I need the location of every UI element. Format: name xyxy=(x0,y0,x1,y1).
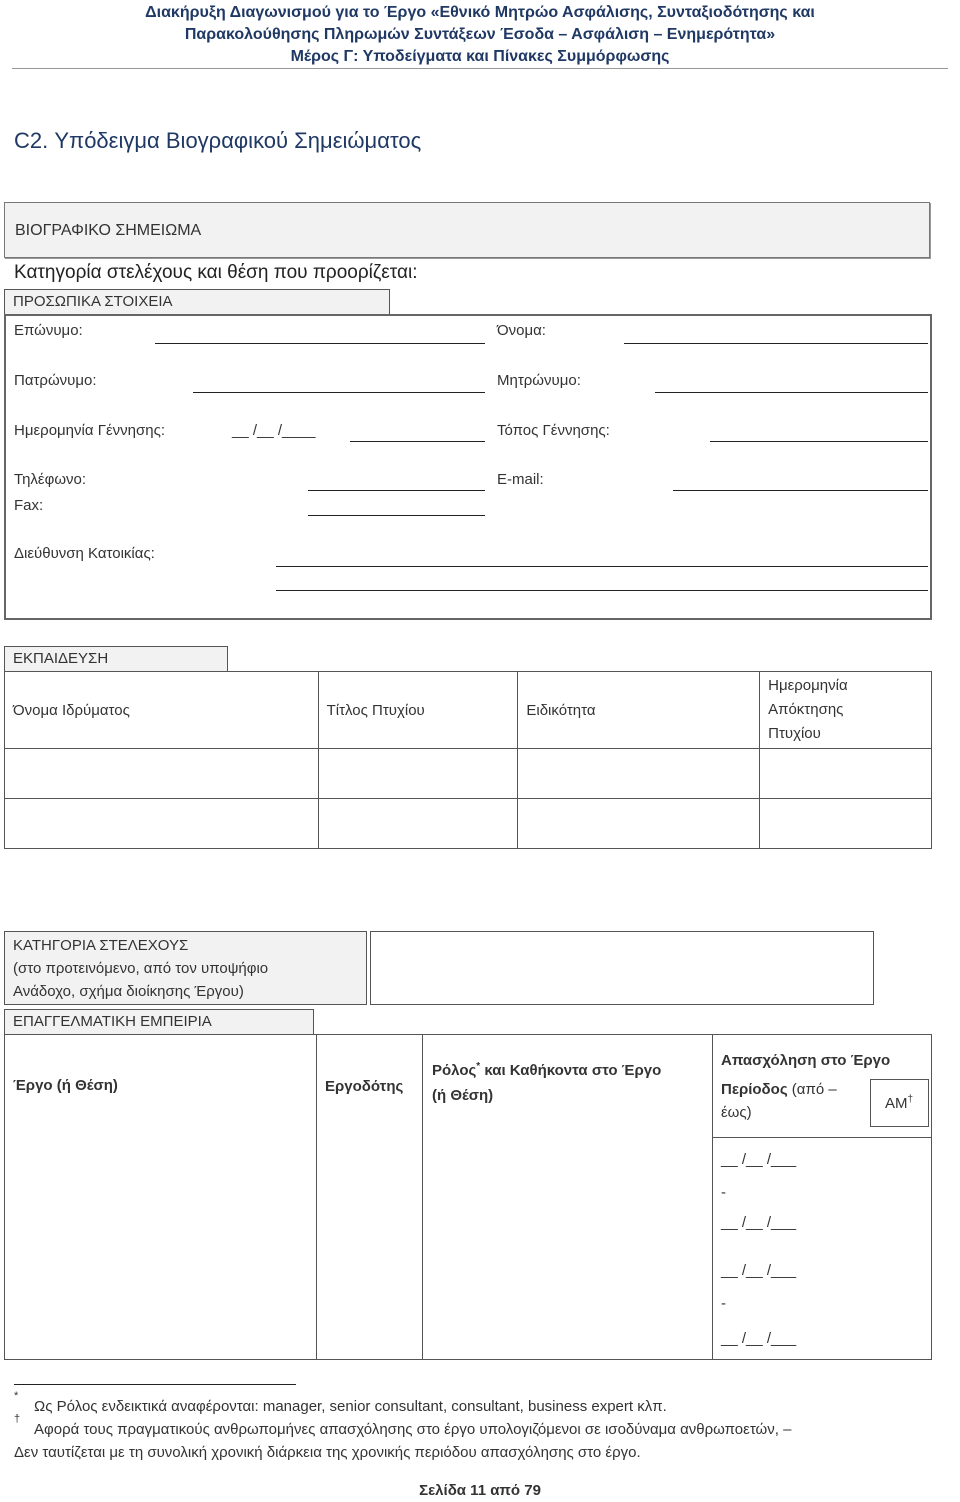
period-from-1[interactable]: __ /__ /___ xyxy=(721,1151,797,1168)
table-row xyxy=(5,749,932,799)
personal-tab xyxy=(4,289,390,315)
period-label xyxy=(721,1081,837,1098)
header-rule xyxy=(12,68,948,69)
experience-col-divider xyxy=(316,1034,317,1360)
staff-category-value[interactable] xyxy=(370,931,874,1005)
period-dash-1: - xyxy=(721,1184,726,1201)
education-col-date xyxy=(760,672,932,749)
period-rest: (από – xyxy=(791,1081,837,1098)
surname-label: Επώνυμο: xyxy=(14,322,83,339)
table-cell[interactable] xyxy=(318,749,518,799)
category-heading: Κατηγορία στελέχους και θέση που προορίζεται: xyxy=(14,262,418,283)
name-label: Όνομα: xyxy=(497,322,546,339)
footnote-rule xyxy=(14,1384,296,1385)
doc-header-line2: Παρακολούθησης Πληρωμών Συντάξεων Έσοδα – Ασφάλιση – Ενημερότητα» xyxy=(184,26,776,43)
address-field-line1[interactable] xyxy=(276,566,928,567)
education-col-degree: Τίτλος Πτυχίου xyxy=(318,672,518,749)
address-field-line2[interactable] xyxy=(276,590,928,591)
education-col-date-l1: Ημερομηνία xyxy=(768,677,848,694)
email-label: E-mail: xyxy=(497,471,544,488)
am-box xyxy=(870,1079,929,1127)
father-name-label: Πατρώνυμο: xyxy=(14,372,97,389)
footnote-1: Ως Ρόλος ενδεικτικά αναφέρονται: manager, senior consultant, consultant, business expert κλπ. xyxy=(34,1398,667,1415)
birthplace-field[interactable] xyxy=(710,441,928,442)
table-row xyxy=(5,799,932,849)
footnote-2-mark: † xyxy=(14,1413,21,1425)
staff-category-l3: Ανάδοχο, σχήμα διοίκησης Έργου) xyxy=(13,983,244,1000)
personal-tab-label: ΠΡΟΣΩΠΙΚΑ ΣΤΟΙΧΕΙΑ xyxy=(13,293,173,310)
section-title: C2. Υπόδειγμα Βιογραφικού Σημειώματος xyxy=(14,128,422,153)
experience-col-employment: Απασχόληση στο Έργο xyxy=(721,1052,891,1069)
phone-label: Τηλέφωνο: xyxy=(14,471,87,488)
role-label: Ρόλος xyxy=(432,1062,477,1079)
education-header-row xyxy=(5,672,932,749)
role-label-rest: και Καθήκοντα στο Έργο xyxy=(484,1062,662,1079)
staff-category-box xyxy=(4,931,367,1005)
experience-row-divider xyxy=(712,1137,932,1138)
education-col-date-l3: Πτυχίου xyxy=(768,725,821,742)
experience-col-divider xyxy=(712,1034,713,1360)
email-field[interactable] xyxy=(673,490,928,491)
education-table xyxy=(4,671,932,849)
experience-col-role-l2: (ή Θέση) xyxy=(432,1087,494,1104)
education-col-date-l2: Απόκτησης xyxy=(768,701,844,718)
mother-name-field[interactable] xyxy=(655,392,928,393)
period-bold: Περίοδος xyxy=(721,1081,788,1098)
footnote-2-line1: Αφορά τους πραγματικούς ανθρωπομήνες απασχόλησης στο έργο υπολογιζόμενοι σε ισοδύναμα ανθρωποετών, – xyxy=(34,1421,792,1438)
phone-field[interactable] xyxy=(308,490,485,491)
birthplace-label: Τόπος Γέννησης: xyxy=(497,422,610,439)
period-to-2[interactable]: __ /__ /___ xyxy=(721,1330,797,1347)
table-cell[interactable] xyxy=(5,749,319,799)
cv-title: ΒΙΟΓΡΑΦΙΚΟ ΣΗΜΕΙΩΜΑ xyxy=(15,222,202,239)
experience-tab-label: ΕΠΑΓΓΕΛΜΑΤΙΚΗ ΕΜΠΕΙΡΙΑ xyxy=(13,1013,212,1030)
doc-header-line3: Μέρος Γ: Υποδείγματα και Πίνακες Συμμόρφωσης xyxy=(290,48,670,65)
table-cell[interactable] xyxy=(5,799,319,849)
table-cell[interactable] xyxy=(318,799,518,849)
am-footnote-mark: † xyxy=(907,1094,914,1105)
period-dash-2: - xyxy=(721,1295,726,1312)
surname-field[interactable] xyxy=(155,343,485,344)
experience-col-role xyxy=(432,1061,661,1079)
am-text: ΑΜ xyxy=(885,1095,908,1112)
fax-field[interactable] xyxy=(308,515,485,516)
education-tab-label: ΕΚΠΑΙΔΕΥΣΗ xyxy=(13,650,109,667)
education-col-specialty: Ειδικότητα xyxy=(518,672,760,749)
mother-name-label: Μητρώνυμο: xyxy=(497,372,581,389)
experience-col-divider xyxy=(422,1034,423,1360)
address-label: Διεύθυνση Κατοικίας: xyxy=(14,545,155,562)
doc-header-line1: Διακήρυξη Διαγωνισμού για το Έργο «Εθνικό Μητρώο Ασφάλισης, Συνταξιοδότησης και xyxy=(145,4,815,21)
table-cell[interactable] xyxy=(760,749,932,799)
birthdate-underline xyxy=(350,441,485,442)
experience-tab xyxy=(4,1009,314,1035)
staff-category-l2: (στο προτεινόμενο, από τον υποψήφιο xyxy=(13,960,269,977)
am-label xyxy=(885,1094,913,1112)
experience-col-project: Έργο (ή Θέση) xyxy=(13,1077,118,1094)
table-cell[interactable] xyxy=(518,799,760,849)
table-cell[interactable] xyxy=(760,799,932,849)
personal-data-box xyxy=(4,314,932,620)
page-number: Σελίδα 11 από 79 xyxy=(419,1482,541,1499)
birthdate-field[interactable]: __ /__ /____ xyxy=(232,422,316,439)
education-tab xyxy=(4,646,228,672)
staff-category-l1: ΚΑΤΗΓΟΡΙΑ ΣΤΕΛΕΧΟΥΣ xyxy=(13,937,189,954)
period-to-1[interactable]: __ /__ /___ xyxy=(721,1214,797,1231)
role-footnote-mark: * xyxy=(476,1061,481,1072)
education-col-institution: Όνομα Ιδρύματος xyxy=(5,672,319,749)
experience-col-employer: Εργοδότης xyxy=(325,1078,404,1095)
fax-label: Fax: xyxy=(14,497,44,514)
footnote-2-line2: Δεν ταυτίζεται με τη συνολική χρονική διάρκεια της χρονικής περιόδου απασχόλησης στο έργο. xyxy=(14,1444,641,1461)
birthdate-label: Ημερομηνία Γέννησης: xyxy=(14,422,165,439)
cv-title-box xyxy=(4,202,930,258)
name-field[interactable] xyxy=(624,343,928,344)
father-name-field[interactable] xyxy=(193,392,485,393)
table-cell[interactable] xyxy=(518,749,760,799)
period-label-l2: έως) xyxy=(721,1104,752,1121)
period-from-2[interactable]: __ /__ /___ xyxy=(721,1262,797,1279)
footnote-1-mark: * xyxy=(14,1390,19,1402)
